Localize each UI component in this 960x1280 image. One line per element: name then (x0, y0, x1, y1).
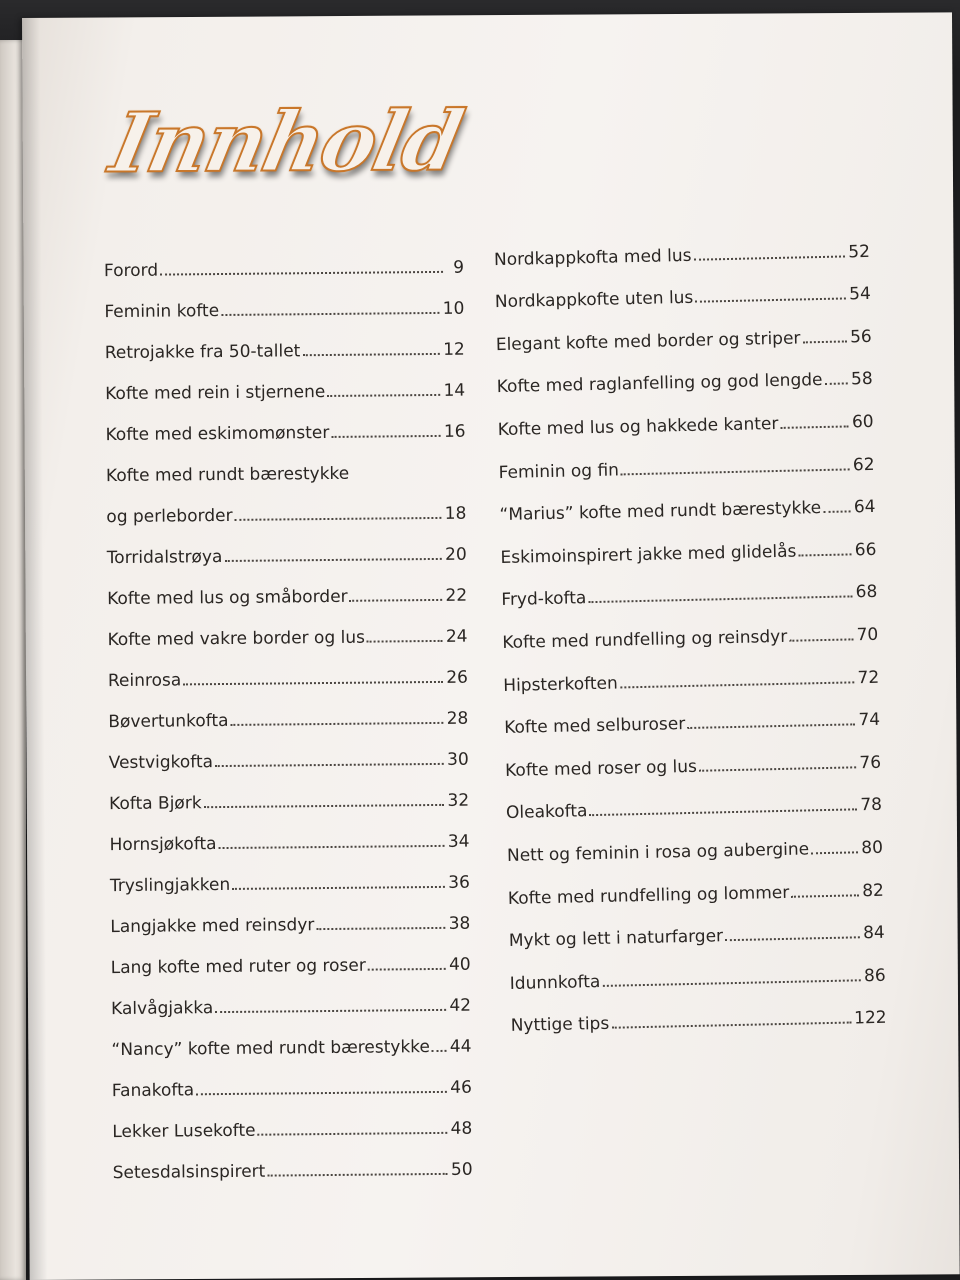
toc-entry (111, 975, 471, 1019)
dot-leader (611, 1020, 851, 1029)
toc-entry-page-number: 76 (859, 752, 882, 773)
dot-leader (694, 253, 846, 260)
dot-leader (432, 1048, 447, 1052)
toc-entry-title: Reinrosa (107, 670, 182, 692)
toc-entry-title: Fanakofta (111, 1080, 195, 1102)
dot-leader (231, 720, 444, 726)
toc-entry-page-number: 14 (443, 380, 466, 401)
toc-entry (107, 565, 467, 609)
toc-entry-page-number: 32 (447, 790, 470, 811)
toc-entry-page-number: 30 (446, 749, 469, 770)
toc-entry-title: Kofte med roser og lus (504, 756, 698, 781)
toc-entry-page-number: 36 (448, 872, 470, 893)
toc-entry-title: Bøvertunkofta (108, 710, 229, 733)
dot-leader (602, 977, 861, 987)
toc-entry-title: Feminin og fin (498, 460, 620, 483)
dot-leader (196, 1089, 447, 1095)
toc-entry-title: Kofta Bjørk (109, 793, 202, 815)
toc-entry-page-number: 60 (851, 411, 874, 433)
toc-entry-title: Nordkappkofte uten lus (494, 287, 694, 313)
dot-leader (687, 721, 855, 729)
toc-entry-page-number: 18 (444, 503, 467, 524)
toc-entry (108, 647, 468, 691)
toc-entry-title: Forord (103, 260, 159, 282)
toc-entry (108, 688, 468, 732)
toc-entry (496, 347, 873, 398)
toc-entry (510, 985, 887, 1036)
toc-entry-page-number: 72 (857, 667, 880, 688)
toc-entry (106, 442, 466, 486)
toc-entry-title: Nordkappkofta med lus (493, 245, 692, 270)
dot-leader (221, 310, 440, 316)
dot-leader (811, 849, 858, 854)
toc-entry (112, 1139, 472, 1183)
page-title: Innhold (102, 93, 470, 192)
toc-entry-page-number: 20 (445, 544, 467, 565)
toc-entry-title: Kofte med rein i stjernene (105, 382, 326, 405)
previous-page-edge (0, 40, 26, 1280)
toc-entry-page-number: 26 (446, 667, 469, 688)
toc-entry-title: Oleakofta (505, 801, 588, 824)
toc-entry (104, 237, 464, 281)
toc-entry-title: Feminin kofte (104, 301, 220, 323)
dot-leader (235, 515, 442, 521)
toc-entry-page-number: 58 (850, 369, 873, 390)
toc-entry-page-number: 9 (453, 257, 465, 278)
dot-leader (160, 269, 443, 276)
toc-entry-page-number: 66 (854, 539, 877, 561)
toc-entry-title: Retrojakke fra 50-tallet (104, 341, 301, 364)
dot-leader (219, 843, 445, 849)
toc-entry-page-number: 78 (860, 795, 883, 816)
toc-entry-title: Kofte med rundfelling og reinsdyr (502, 626, 788, 653)
toc-entry-title: Kofte med eskimomønster (105, 422, 330, 446)
toc-entry-page-number: 86 (863, 965, 886, 986)
toc-entry (112, 1057, 472, 1101)
toc-entry-page-number: 40 (448, 954, 471, 975)
dot-leader (802, 338, 847, 343)
toc-column-left (104, 237, 473, 1183)
toc-entry-page-number: 54 (848, 284, 872, 305)
dot-leader (780, 423, 849, 428)
toc-entry-title: Nett og feminin i rosa og aubergine (506, 839, 810, 866)
toc-entry-page-number: 70 (856, 624, 879, 646)
dot-leader (789, 636, 854, 641)
toc-entry-page-number: 34 (447, 831, 470, 852)
book-page (22, 12, 960, 1280)
toc-entry-title: Kofte med rundfelling og lommer (507, 882, 790, 909)
toc-entry-page-number: 64 (853, 497, 876, 518)
toc-entry-title: Hipsterkoften (503, 673, 618, 696)
toc-entry-page-number: 52 (848, 241, 871, 262)
dot-leader (215, 1007, 446, 1013)
toc-entry-page-number: 46 (450, 1077, 472, 1098)
toc-entry-page-number: 68 (855, 582, 878, 603)
toc-entry-page-number: 80 (861, 837, 884, 859)
toc-entry-title: Hornsjøkofta (109, 834, 217, 856)
dot-leader (791, 892, 859, 897)
toc-entry (112, 1098, 472, 1142)
toc-entry (108, 729, 468, 773)
toc-entry-page-number: 38 (448, 913, 471, 934)
toc-entry-page-number: 22 (445, 585, 468, 606)
dot-leader (267, 1171, 448, 1177)
toc-entry-title: Tryslingjakken (109, 874, 231, 897)
toc-entry (105, 401, 465, 445)
toc-entry-title: Fryd-kofta (501, 588, 587, 611)
toc-entry-title: Kofte med raglanfelling og god lengde (496, 370, 823, 398)
toc-entry (109, 811, 469, 855)
dot-leader (699, 764, 857, 771)
dot-leader (588, 594, 852, 604)
toc-entry-title: “Marius” kofte med rundt bærestykke (499, 498, 822, 526)
toc-entry-title: Vestvigkofta (108, 752, 214, 774)
toc-entry-title: Eskimoinspirert jakke med glidelås (500, 541, 797, 568)
toc-entry (110, 934, 470, 978)
toc-entry-page-number: 24 (445, 626, 468, 647)
toc-entry-title: Setesdalsinspirert (112, 1161, 266, 1184)
toc-entry-page-number: 42 (449, 995, 472, 1016)
dot-leader (589, 807, 857, 817)
dot-leader (331, 433, 441, 438)
toc-entry-title: “Nancy” kofte med rundt bærestykke (111, 1037, 431, 1061)
toc-entry-title: Lekker Lusekofte (112, 1120, 256, 1143)
dot-leader (232, 884, 445, 890)
toc-entry-page-number: 84 (862, 922, 885, 944)
dot-leader (224, 556, 442, 562)
dot-leader (368, 966, 446, 971)
toc-entry-title: Kofte med rundt bærestykke (105, 463, 350, 487)
toc-entry-title: Kofte med vakre border og lus (107, 627, 366, 651)
toc-entry-page-number: 82 (861, 880, 885, 901)
toc-entry-title: Lang kofte med ruter og roser (110, 955, 366, 979)
dot-leader (350, 597, 443, 602)
toc-entry-title: Langjakke med reinsdyr (110, 915, 315, 938)
toc-entry (107, 606, 467, 650)
toc-entry-page-number: 10 (442, 298, 465, 319)
dot-leader (823, 509, 851, 514)
toc-entry (499, 474, 876, 525)
toc-entry-title: Torridalstrøya (106, 547, 223, 569)
toc-entry (105, 319, 465, 363)
toc-entry-page-number: 122 (853, 1008, 887, 1029)
toc-entry-page-number: 50 (450, 1159, 473, 1180)
toc-entry-title: Elegant kofte med border og striper (495, 328, 801, 355)
dot-leader (204, 802, 445, 808)
toc-entry (106, 483, 466, 527)
toc-entry-title: Kalvågjakka (110, 998, 214, 1020)
toc-entry-title: Mykt og lett i naturfarger (508, 926, 724, 952)
toc-entry (105, 360, 465, 404)
toc-entry (109, 770, 469, 814)
toc-entry-title: Nyttige tips (510, 1014, 610, 1037)
toc-entry-page-number: 16 (443, 421, 466, 442)
toc-entry-title: Kofte med selburoser (504, 714, 686, 739)
dot-leader (621, 466, 850, 475)
toc-entry (111, 1016, 471, 1060)
dot-leader (825, 381, 849, 386)
toc-entry-title: Kofte med lus og småborder (107, 586, 348, 610)
toc-entry-page-number: 74 (858, 709, 881, 731)
dot-leader (302, 351, 440, 356)
dot-leader (695, 296, 846, 303)
dot-leader (725, 934, 860, 941)
dot-leader (258, 1130, 448, 1136)
toc-column-right (493, 219, 887, 1036)
toc-entry (110, 893, 470, 937)
toc-entry (104, 278, 464, 322)
toc-entry-page-number: 48 (450, 1118, 473, 1139)
dot-leader (798, 551, 852, 556)
toc-entry-title: Idunnkofta (509, 971, 601, 994)
toc-entry-page-number: 28 (446, 708, 469, 729)
toc-entry-title: Kofte med lus og hakkede kanter (497, 413, 779, 441)
toc-entry-page-number: 56 (849, 326, 872, 348)
toc-entry-title: og perleborder (106, 505, 233, 528)
dot-leader (215, 761, 444, 767)
dot-leader (327, 392, 440, 397)
toc-entry-page-number: 12 (443, 339, 465, 360)
toc-entry (106, 524, 466, 568)
dot-leader (367, 638, 443, 643)
toc-entry (110, 852, 470, 896)
dot-leader (316, 925, 445, 930)
toc-entry-page-number: 44 (449, 1036, 472, 1057)
dot-leader (183, 679, 443, 685)
dot-leader (620, 679, 855, 688)
toc-entry-page-number: 62 (852, 454, 875, 475)
